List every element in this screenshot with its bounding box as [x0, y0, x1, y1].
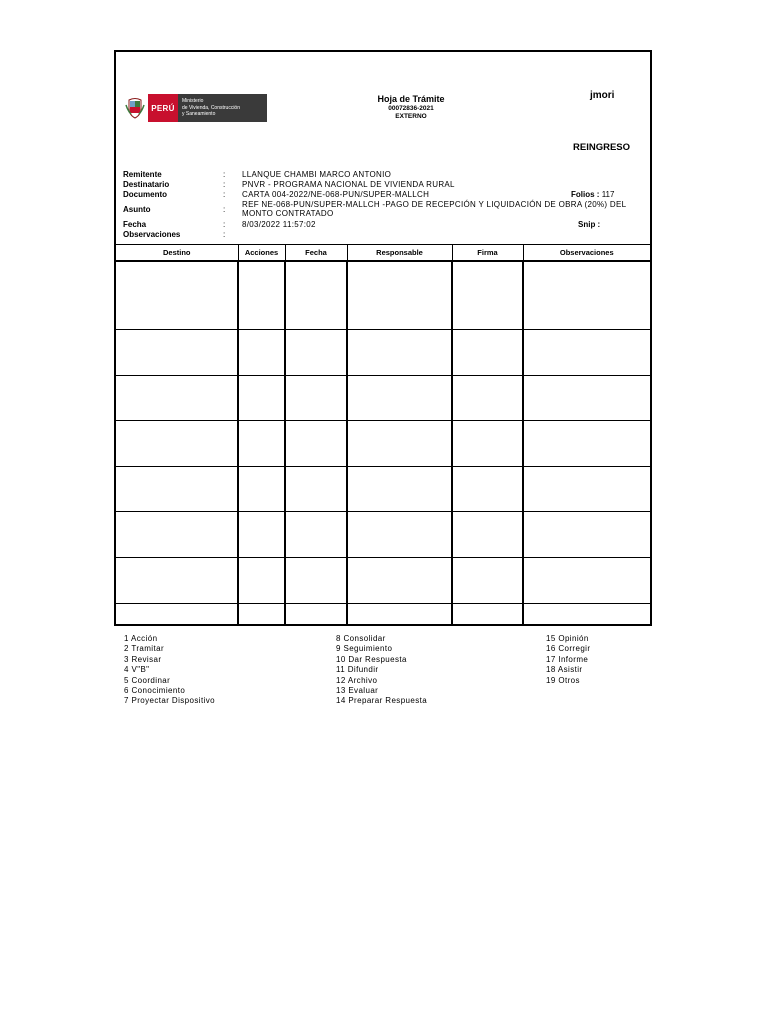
asunto-label: Asunto: [123, 205, 151, 214]
table-cell: [452, 375, 523, 421]
legend-item: 16 Corregir: [546, 644, 591, 654]
legend-item: 10 Dar Respuesta: [336, 654, 407, 664]
colon: :: [223, 230, 226, 239]
colon: :: [223, 205, 226, 214]
table-cell: [347, 329, 452, 375]
legend-item: 13 Evaluar: [336, 686, 379, 696]
legend-item: 17 Informe: [546, 654, 589, 664]
legend-item: 4 V"B": [124, 665, 150, 675]
document-number: 00072836-2021: [388, 105, 434, 112]
legend-column-1: [124, 634, 215, 707]
documento-label: Documento: [123, 190, 167, 199]
table-cell: [523, 512, 650, 558]
table-row: [116, 603, 650, 626]
table-row: [116, 329, 650, 375]
colon: :: [223, 170, 226, 179]
col-firma: Firma: [452, 245, 523, 262]
table-cell: [523, 603, 650, 626]
table-cell: [116, 421, 238, 467]
legend-item: 1 Acción: [124, 634, 158, 643]
legend-column-2: [336, 634, 427, 707]
legend-column-3: [546, 634, 590, 686]
observaciones-row: [123, 230, 649, 240]
table-row: [116, 421, 650, 467]
col-fecha: Fecha: [285, 245, 347, 262]
colon: :: [223, 180, 226, 189]
legend-item: 11 Difundir: [336, 665, 379, 675]
folios: [571, 190, 614, 200]
remitente-label: Remitente: [123, 170, 162, 179]
table-cell: [116, 603, 238, 626]
table-cell: [523, 421, 650, 467]
colon: :: [223, 190, 226, 199]
table-cell: [238, 329, 285, 375]
table-cell: [285, 421, 347, 467]
table-cell: [116, 512, 238, 558]
table-cell: [452, 466, 523, 512]
document-sheet: [114, 50, 652, 626]
observaciones-label: Observaciones: [123, 230, 181, 239]
table-cell: [238, 466, 285, 512]
table-cell: [523, 375, 650, 421]
destinatario-value: PNVR - PROGRAMA NACIONAL DE VIVIENDA RURAL: [242, 180, 455, 189]
table-cell: [285, 558, 347, 604]
legend-item: 3 Revisar: [124, 654, 162, 664]
destinatario-label: Destinatario: [123, 180, 170, 189]
snip-label: Snip :: [578, 220, 601, 229]
folios-label: Folios :: [571, 190, 600, 199]
table-cell: [452, 512, 523, 558]
table-cell: [452, 329, 523, 375]
table-cell: [452, 558, 523, 604]
table-cell: [116, 375, 238, 421]
table-cell: [116, 558, 238, 604]
table-cell: [238, 421, 285, 467]
peru-brand: PERÚ: [148, 94, 178, 122]
ministry-line: de Vivienda, Construcción: [182, 104, 240, 111]
table-cell: [285, 466, 347, 512]
folios-value: 117: [601, 190, 615, 199]
remitente-row: [123, 170, 649, 180]
documento-value: CARTA 004-2022/NE-068-PUN/SUPER-MALLCH: [242, 190, 430, 199]
user-name: jmori: [590, 90, 615, 101]
table-cell: [347, 375, 452, 421]
table-cell: [238, 512, 285, 558]
table-body: [116, 261, 650, 626]
table-cell: [285, 375, 347, 421]
table-cell: [523, 466, 650, 512]
table-cell: [238, 603, 285, 626]
colon: :: [223, 220, 226, 229]
table-cell: [238, 375, 285, 421]
legend-item: 18 Asistir: [546, 665, 583, 675]
ministry-name: [178, 94, 267, 122]
table-cell: [347, 421, 452, 467]
fecha-label: Fecha: [123, 220, 147, 229]
table-cell: [347, 466, 452, 512]
table-cell: [116, 466, 238, 512]
legend-item: 5 Coordinar: [124, 675, 171, 685]
fecha-row: [123, 220, 649, 230]
table-cell: [523, 261, 650, 329]
table-cell: [347, 261, 452, 329]
title-block: [331, 94, 491, 120]
document-title: Hoja de Trámite: [377, 94, 445, 104]
info-section: [123, 170, 649, 240]
ministry-line: y Saneamiento: [182, 111, 216, 118]
col-acciones: Acciones: [238, 245, 285, 262]
table-cell: [285, 512, 347, 558]
legend-item: 6 Conocimiento: [124, 686, 186, 696]
table-cell: [238, 558, 285, 604]
asunto-value: REF NE-068-PUN/SUPER-MALLCH -PAGO DE RECEPCIÓN Y LIQUIDACIÓN DE OBRA (20%) DEL MONTO CONTRATADO: [242, 200, 627, 218]
table-row: [116, 512, 650, 558]
legend-item: 7 Proyectar Dispositivo: [124, 696, 216, 706]
col-responsable: Responsable: [347, 245, 452, 262]
ministry-logo: [122, 94, 267, 122]
table-cell: [347, 558, 452, 604]
routing-table: [116, 244, 650, 626]
table-cell: [347, 512, 452, 558]
documento-row: [123, 190, 649, 200]
table-cell: [116, 329, 238, 375]
table-cell: [523, 329, 650, 375]
table-row: [116, 558, 650, 604]
table-row: [116, 261, 650, 329]
table-cell: [523, 558, 650, 604]
table-cell: [285, 329, 347, 375]
fecha-value: 8/03/2022 11:57:02: [242, 220, 316, 229]
table-cell: [238, 261, 285, 329]
table-row: [116, 466, 650, 512]
status-label: REINGRESO: [573, 142, 631, 153]
legend-item: 8 Consolidar: [336, 634, 386, 643]
table-cell: [452, 603, 523, 626]
legend-item: 15 Opinión: [546, 634, 589, 643]
table-cell: [116, 261, 238, 329]
table-header-row: [116, 245, 650, 262]
col-destino: Destino: [116, 245, 238, 262]
remitente-value: LLANQUE CHAMBI MARCO ANTONIO: [242, 170, 392, 179]
ministry-line: Ministerio: [182, 98, 204, 105]
legend-item: 2 Tramitar: [124, 644, 165, 654]
table-cell: [285, 261, 347, 329]
col-observaciones: Observaciones: [523, 245, 650, 262]
legend-item: 14 Preparar Respuesta: [336, 696, 428, 706]
asunto-row: [123, 200, 649, 220]
legend-item: 9 Seguimiento: [336, 644, 393, 654]
table-row: [116, 375, 650, 421]
coat-of-arms-icon: [122, 94, 148, 122]
destinatario-row: [123, 180, 649, 190]
table-cell: [285, 603, 347, 626]
table-cell: [452, 261, 523, 329]
table-cell: [347, 603, 452, 626]
legend-item: 19 Otros: [546, 675, 580, 685]
legend-item: 12 Archivo: [336, 675, 378, 685]
snip: [578, 220, 600, 230]
table-cell: [452, 421, 523, 467]
document-type: EXTERNO: [395, 113, 427, 120]
